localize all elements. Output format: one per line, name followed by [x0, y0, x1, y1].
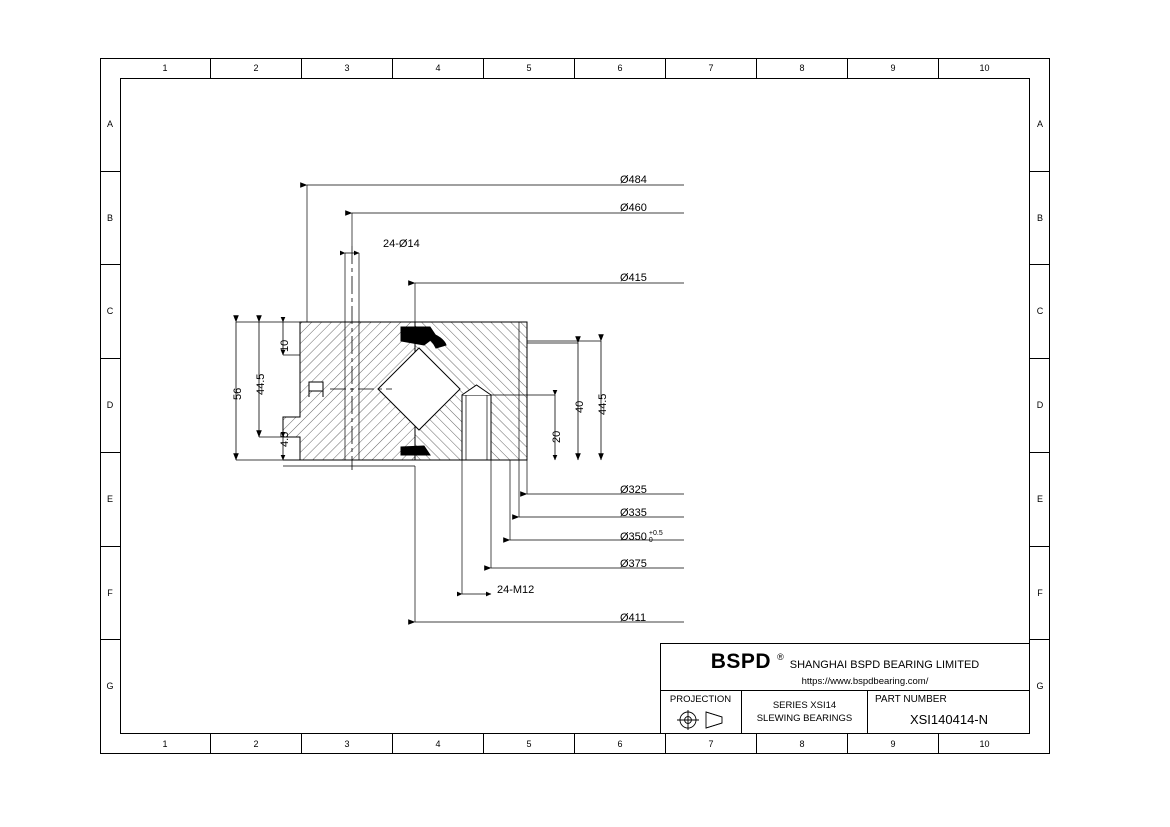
row-label-C: C: [100, 265, 120, 359]
column-label-1: 1: [120, 734, 211, 754]
column-label-6: 6: [575, 734, 666, 754]
series-line-2: SLEWING BEARINGS: [756, 713, 853, 724]
dim-d460: Ø460: [620, 202, 647, 214]
column-label-10: 10: [979, 63, 990, 73]
column-label-5: 5: [484, 58, 575, 78]
dim-d411: Ø411: [620, 612, 647, 624]
row-label-D: D: [100, 359, 120, 453]
column-label-1: 1: [120, 58, 211, 78]
series-cell: [742, 691, 868, 734]
part-number-label: PART NUMBER: [875, 694, 947, 705]
series-line-1: SERIES XSI14: [772, 700, 837, 711]
row-label-B: B: [100, 172, 120, 266]
dim-h40: 40: [574, 400, 586, 413]
column-label-4: 4: [393, 58, 484, 78]
dim-d325: Ø325: [620, 484, 647, 496]
column-label-6: 6: [575, 58, 666, 78]
row-label-A: A: [100, 78, 120, 172]
row-label-B: B: [1030, 172, 1050, 266]
dim-d350-tol-upper: +0.5: [648, 530, 663, 537]
column-label-7: 7: [666, 734, 757, 754]
column-label-2: 2: [211, 58, 302, 78]
dim-d350-tol-lower: 0: [648, 537, 653, 544]
part-number-cell: [868, 691, 1030, 734]
column-label-3: 3: [302, 734, 393, 754]
dim-h20: 20: [551, 430, 563, 443]
projection-cell: [660, 691, 742, 734]
column-label-8: 8: [757, 734, 848, 754]
dim-d375: Ø375: [620, 558, 647, 570]
row-label-E: E: [100, 453, 120, 547]
dim-d484: Ø484: [620, 174, 647, 186]
column-label-9: 9: [848, 734, 939, 754]
dim-d415: Ø415: [620, 272, 647, 284]
column-label-9: 9: [848, 58, 939, 78]
column-label-7: 7: [666, 58, 757, 78]
company-name: SHANGHAI BSPD BEARING LIMITED: [789, 659, 980, 671]
dim-h10: 10: [279, 339, 291, 352]
row-label-F: F: [1030, 547, 1050, 641]
row-label-G: G: [106, 681, 114, 692]
dim-24-d14: 24-Ø14: [383, 238, 420, 250]
title-block-header: [660, 643, 1030, 691]
column-label-10: 10: [979, 739, 990, 749]
dim-h56: 56: [232, 387, 244, 400]
dim-h44-5-right: 44.5: [597, 393, 609, 415]
row-label-D: D: [1030, 359, 1050, 453]
dim-24-m12: 24-M12: [497, 584, 535, 596]
row-label-A: A: [1030, 78, 1050, 172]
brand-name: BSPD: [710, 650, 772, 673]
dim-d350-value: Ø350: [620, 530, 647, 543]
column-label-8: 8: [757, 58, 848, 78]
registered-mark-icon: ®: [777, 652, 784, 662]
projection-label: PROJECTION: [669, 694, 732, 705]
part-number-value: XSI140414-N: [909, 712, 989, 727]
column-label-2: 2: [211, 734, 302, 754]
company-url[interactable]: https://www.bspdbearing.com/: [801, 676, 929, 687]
row-label-G: G: [1036, 681, 1044, 692]
row-label-C: C: [1030, 265, 1050, 359]
dim-d335: Ø335: [620, 507, 647, 519]
row-label-F: F: [100, 547, 120, 641]
column-label-3: 3: [302, 58, 393, 78]
row-label-E: E: [1030, 453, 1050, 547]
dim-h4-5: 4.5: [279, 431, 291, 447]
column-label-4: 4: [393, 734, 484, 754]
dim-d350: [620, 530, 663, 544]
dim-h44-5-left: 44.5: [255, 373, 267, 395]
column-label-5: 5: [484, 734, 575, 754]
first-angle-projection-icon: [660, 707, 742, 733]
